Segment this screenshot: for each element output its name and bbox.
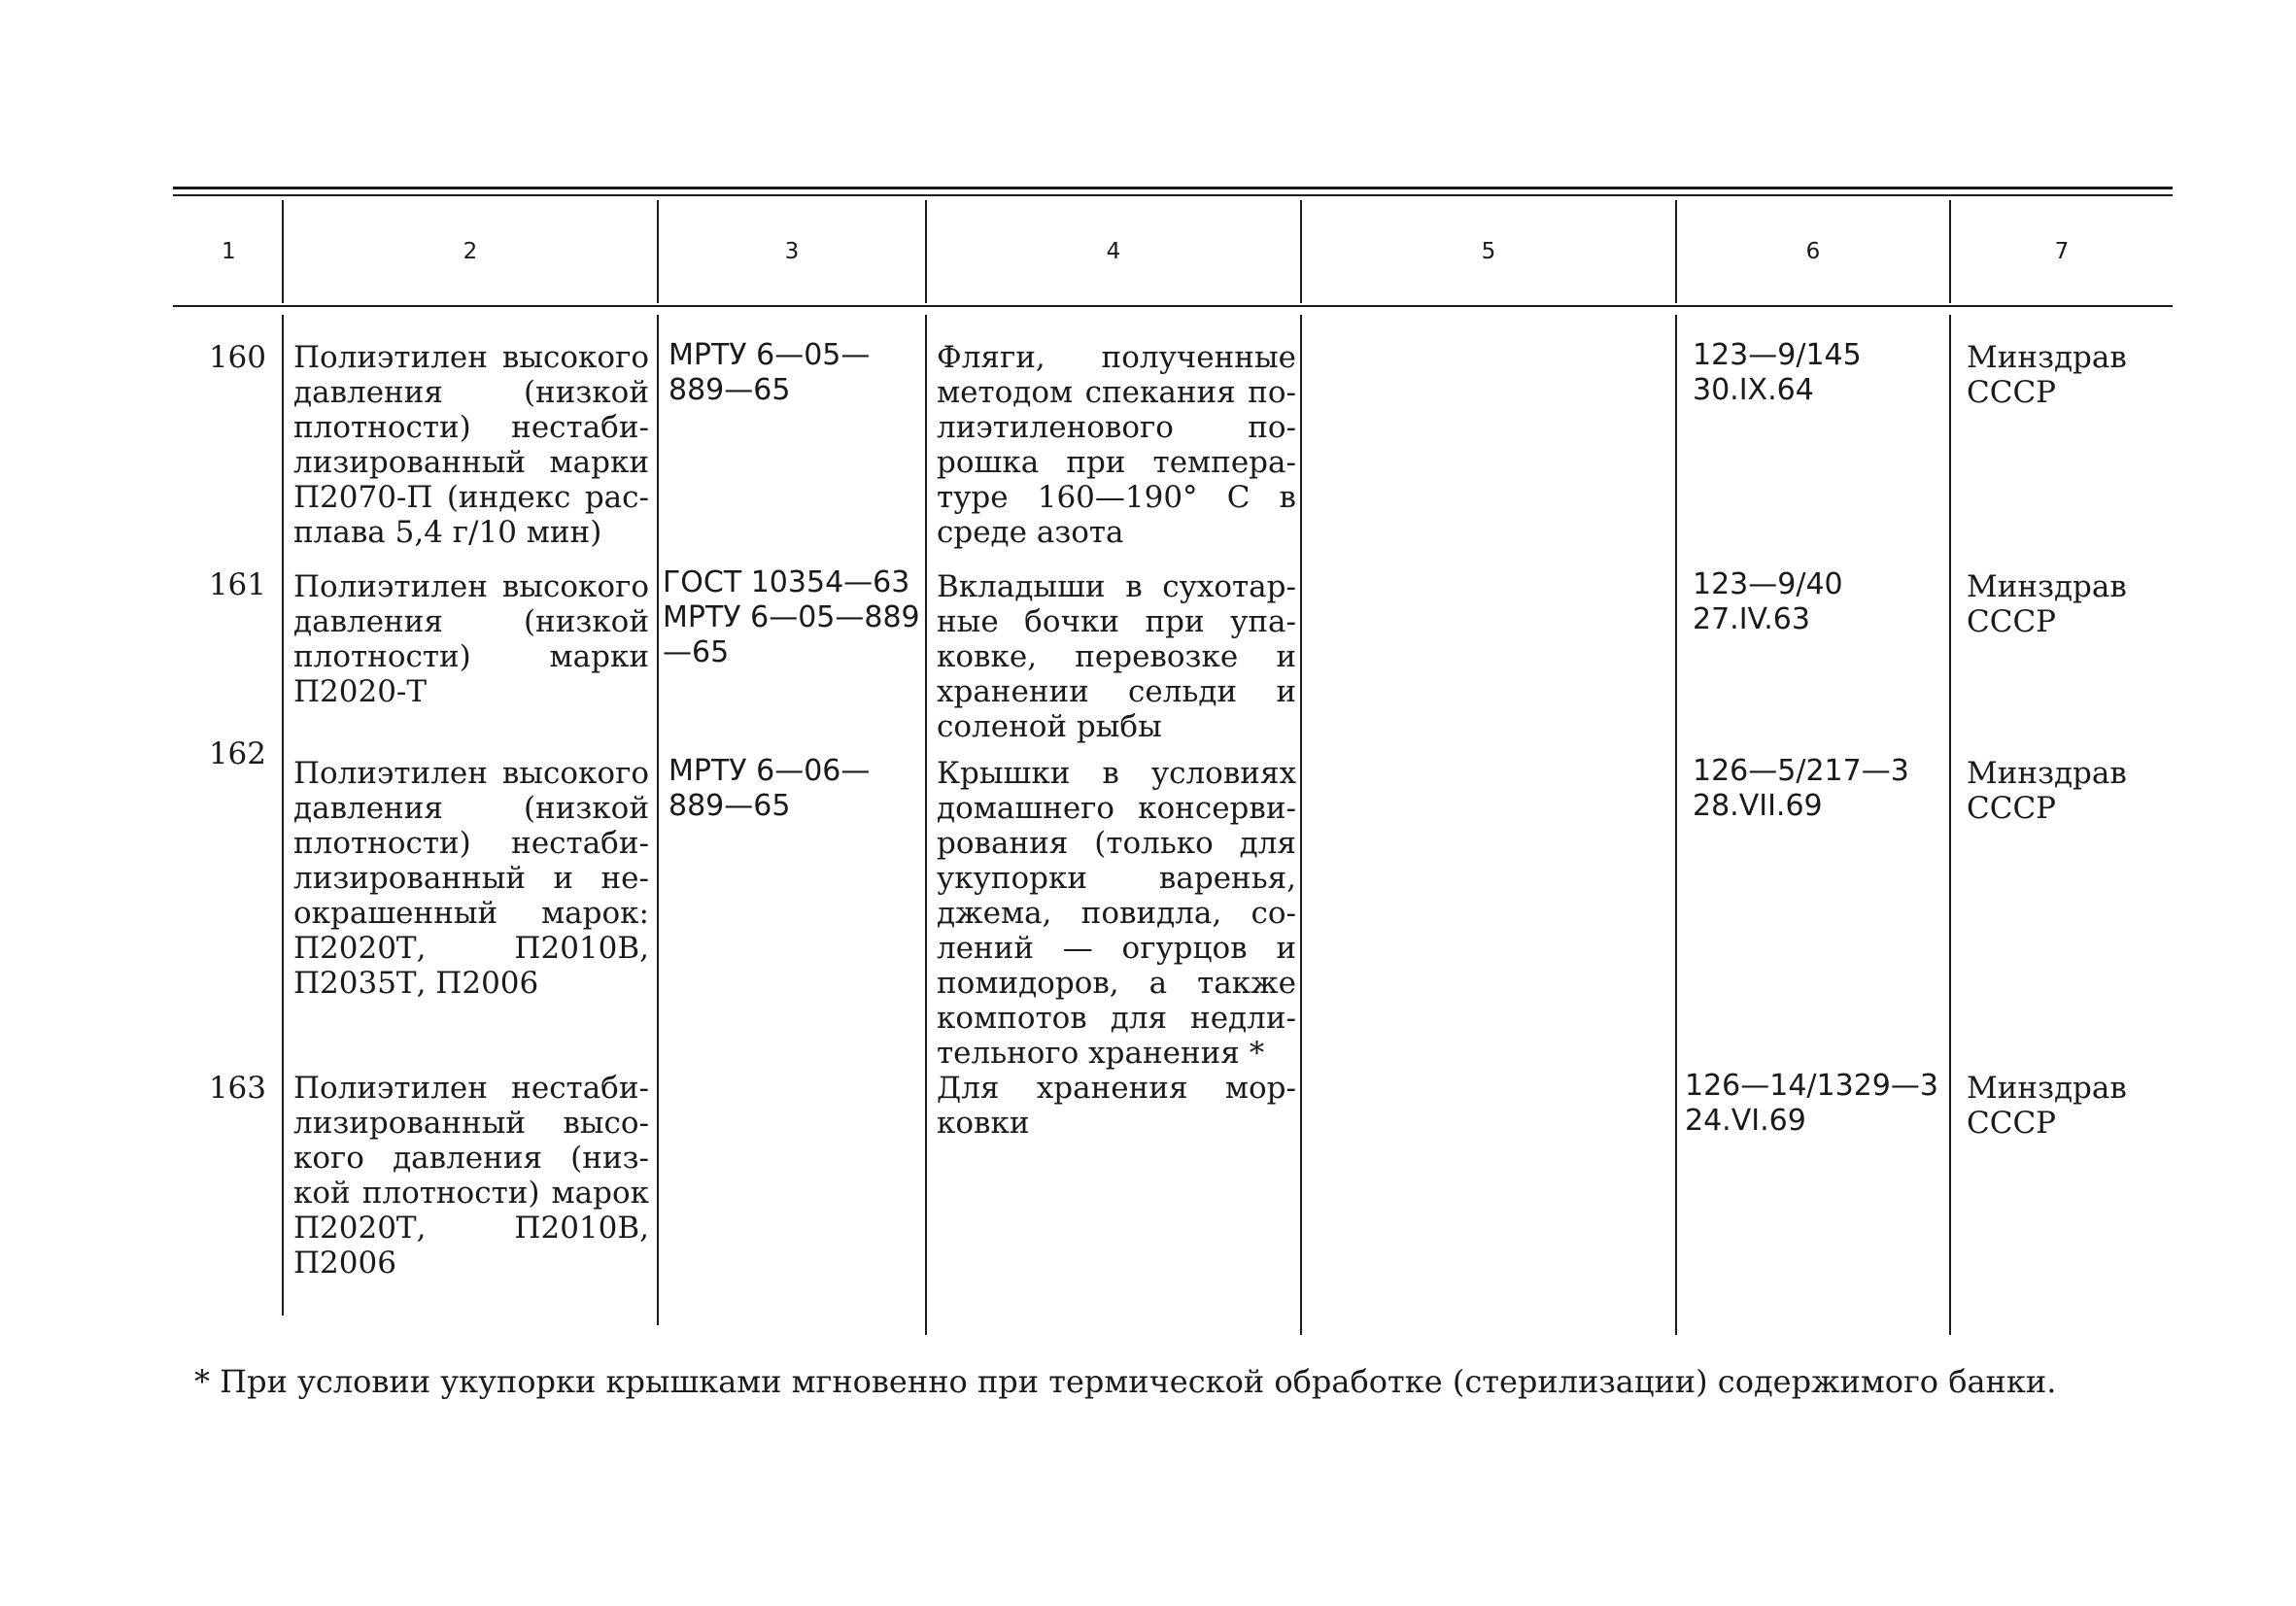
column-number-2: 2 — [463, 239, 478, 264]
table-top-rule-secondary — [173, 194, 2173, 196]
permit-cell: 123—9/40 27.IV.63 — [1693, 567, 1843, 636]
header-divider — [1675, 200, 1677, 303]
header-divider — [282, 200, 284, 303]
column-number-5: 5 — [1481, 239, 1496, 264]
table-top-rule — [173, 187, 2173, 189]
authority-cell: Минздрав СССР — [1967, 569, 2127, 639]
body-divider — [925, 315, 927, 1335]
permit-cell: 126—14/1329—3 24.VI.69 — [1685, 1069, 1938, 1138]
footnote: * При условии укупорки крышками мгновенно при термической обработке (стерилизации) содержимого банки. — [194, 1363, 2057, 1400]
column-number-6: 6 — [1805, 239, 1821, 264]
purpose-cell: Фляги, полученные методом спекания полиэтиленового порошка при температуре 160—190° С в среде азота — [937, 340, 1296, 550]
purpose-cell: Вкладыши в сухотарные бочки при упаковке, перевозке и хранении сельди и соленой рыбы — [937, 569, 1296, 744]
row-number: 160 — [208, 340, 266, 375]
table-header-rule — [173, 305, 2173, 307]
authority-cell: Минздрав СССР — [1967, 756, 2127, 826]
column-number-1: 1 — [222, 239, 236, 264]
header-divider — [925, 200, 927, 303]
row-number: 162 — [208, 736, 266, 771]
material-cell: Полиэтилен нестабилизированный высокого давления (низкой плотности) марок П2020Т, П2010В, П2006 — [293, 1071, 649, 1281]
authority-cell: Минздрав СССР — [1967, 1071, 2127, 1141]
permit-cell: 126—5/217—3 28.VII.69 — [1693, 754, 1909, 823]
body-divider — [1300, 315, 1302, 1335]
header-divider — [657, 200, 659, 303]
column-number-7: 7 — [2054, 239, 2070, 264]
material-cell: Полиэтилен высокого давления (низкой плотности) марки П2020-Т — [293, 569, 649, 709]
body-divider — [1949, 315, 1951, 1335]
column-number-3: 3 — [784, 239, 800, 264]
body-divider — [282, 315, 284, 1316]
column-number-4: 4 — [1106, 239, 1121, 264]
row-number: 161 — [208, 567, 266, 602]
header-divider — [1949, 200, 1951, 303]
standard-cell: МРТУ 6—06—889—65 — [668, 754, 871, 823]
material-cell: Полиэтилен высокого давления (низкой плотности) нестабилизированный марки П2070-П (индекс расплава 5,4 г/10 мин) — [293, 340, 649, 550]
table-header-row — [173, 200, 2173, 303]
purpose-cell: Крышки в условиях домашнего консервирования (только для укупорки варенья, джема, повидла, солений — огурцов и помидоров, а также компотов для недлительного хранения * — [937, 756, 1296, 1071]
row-number: 163 — [208, 1071, 266, 1106]
material-cell: Полиэтилен высокого давления (низкой плотности) нестабилизированный и неокрашенный марок: П2020Т, П2010В, П2035Т, П2006 — [293, 756, 649, 1001]
standard-cell: МРТУ 6—05—889—65 — [668, 338, 871, 407]
body-divider — [1675, 315, 1677, 1335]
header-divider — [1300, 200, 1302, 303]
standard-cell: ГОСТ 10354—63 МРТУ 6—05—889—65 — [663, 565, 920, 669]
authority-cell: Минздрав СССР — [1967, 340, 2127, 410]
body-divider — [657, 315, 659, 1325]
purpose-cell: Для хранения морковки — [937, 1071, 1296, 1141]
permit-cell: 123—9/145 30.IX.64 — [1693, 338, 1862, 407]
